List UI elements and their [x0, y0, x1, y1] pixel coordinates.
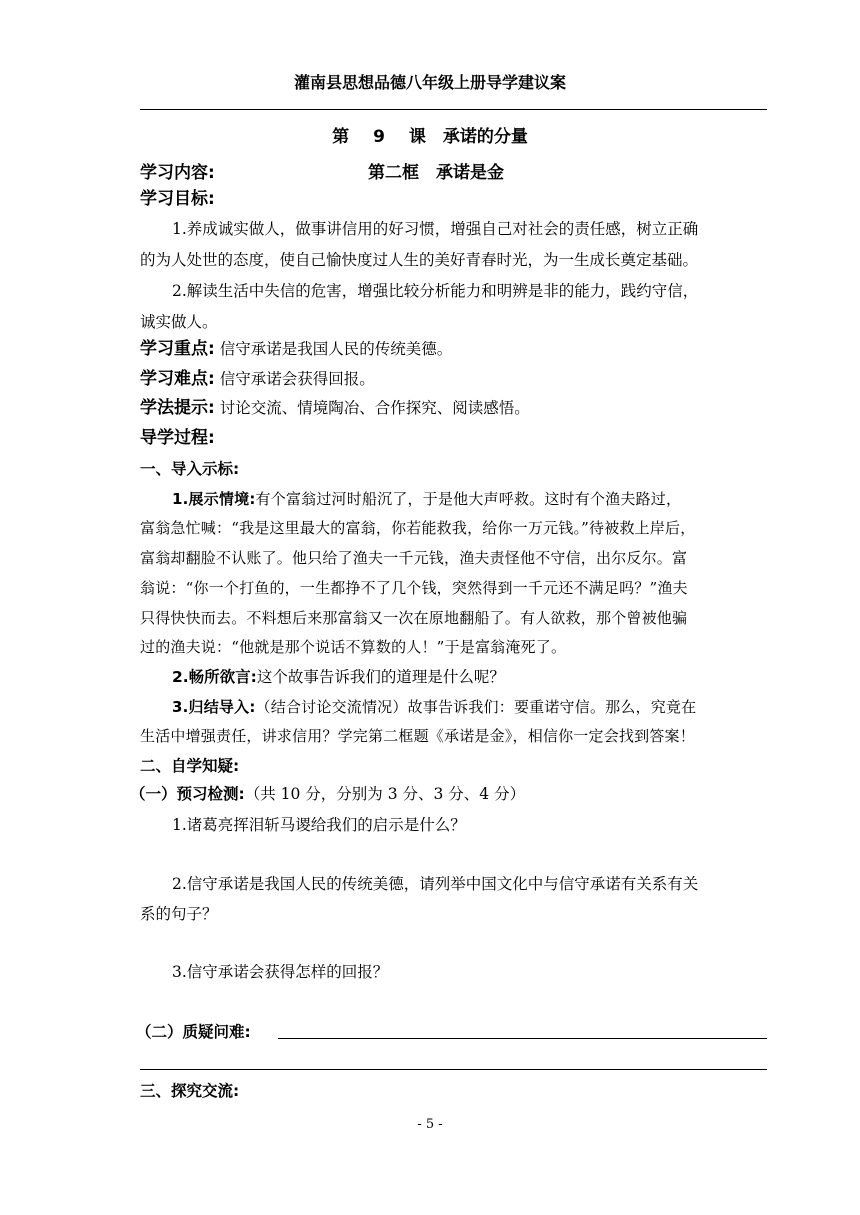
question-label: （二）质疑问难:	[136, 1023, 251, 1041]
difficulty-text: 信守承诺会获得回报。	[219, 370, 375, 388]
summary-line-2: 生活中增强责任，讲求信用？学完第二框题《承诺是金》，相信你一定会找到答案！	[140, 727, 695, 745]
preview-row	[130, 784, 757, 804]
answer-line-2[interactable]	[140, 1069, 767, 1070]
scene-text-1: 有个富翁过河时船沉了，于是他大声呼救。这时有个渔夫路过，	[255, 490, 682, 508]
method-label: 学法提示:	[140, 398, 215, 418]
summary-text-1: （结合讨论交流情况）故事告诉我们：要重诺守信。那么，究竟在	[255, 698, 697, 716]
preview-note: （共 10 分，分别为 3 分、3 分、4 分）	[244, 785, 526, 803]
preview-label: （一）预习检测:	[130, 785, 245, 803]
talk-label: 2.畅所欲言:	[172, 668, 257, 686]
scene-line-2: 富翁急忙喊：“我是这里最大的富翁，你若能救我，给你一万元钱。”待被救上岸后，	[140, 519, 696, 537]
question-2-line-2: 系的句子？	[140, 905, 218, 923]
scene-label: 1.展示情境:	[172, 490, 256, 508]
study-content-label: 学习内容:	[140, 163, 215, 183]
question-1: 1.诸葛亮挥泪斩马谡给我们的启示是什么？	[172, 816, 466, 834]
difficulty-row	[140, 369, 767, 389]
section-2-heading: 二、自学知疑:	[140, 757, 240, 775]
process-heading: 导学过程:	[140, 428, 215, 448]
section-3-heading: 三、探究交流:	[140, 1082, 240, 1100]
section-1-heading: 一、导入示标:	[140, 460, 240, 478]
key-point-label: 学习重点:	[140, 339, 215, 359]
talk-row	[172, 667, 767, 687]
method-row	[140, 398, 767, 418]
objectives-heading: 学习目标:	[140, 189, 215, 209]
summary-line-1	[172, 697, 767, 717]
question-2-line-1: 2.信守承诺是我国人民的传统美德，请列举中国文化中与信守承诺有关系有关	[172, 875, 699, 893]
objective-2-line-2: 诚实做人。	[140, 313, 218, 331]
scene-line-4: 翁说：“你一个打鱼的，一生都挣不了几个钱，突然得到一千元还不满足吗？”渔夫	[140, 579, 688, 597]
scene-line-6: 过的渔夫说：“他就是那个说话不算数的人！”于是富翁淹死了。	[140, 638, 567, 656]
key-point-row	[140, 339, 767, 359]
objective-2-line-1: 2.解读生活中失信的危害，增强比较分析能力和明辨是非的能力，践约守信，	[172, 282, 699, 300]
scene-line-3: 富翁却翻脸不认账了。他只给了渔夫一千元钱，渔夫责怪他不守信，出尔反尔。富	[140, 549, 688, 567]
frame-title: 第二框 承诺是金	[368, 163, 504, 183]
objective-1-line-1: 1.养成诚实做人，做事讲信用的好习惯，增强自己对社会的责任感，树立正确	[172, 220, 699, 238]
page-number: - 5 -	[417, 1117, 443, 1132]
scene-line-1	[172, 489, 767, 509]
document-header-title: 灌南县思想品德八年级上册导学建议案	[293, 73, 566, 92]
question-3: 3.信守承诺会获得怎样的回报？	[172, 963, 389, 981]
lesson-title: 第 9 课 承诺的分量	[332, 127, 528, 147]
header-divider	[140, 109, 767, 110]
scene-line-5: 只得快快而去。不料想后来那富翁又一次在原地翻船了。有人欲救，那个曾被他骗	[140, 609, 688, 627]
difficulty-label: 学习难点:	[140, 369, 215, 389]
talk-text: 这个故事告诉我们的道理是什么呢？	[256, 668, 505, 686]
question-answer-line[interactable]	[278, 1038, 767, 1039]
key-point-text: 信守承诺是我国人民的传统美德。	[219, 340, 453, 358]
summary-label: 3.归结导入:	[172, 698, 256, 716]
objective-1-line-2: 的为人处世的态度，使自己愉快度过人生的美好青春时光，为一生成长奠定基础。	[140, 251, 699, 269]
method-text: 讨论交流、情境陶冶、合作探究、阅读感悟。	[219, 399, 530, 417]
